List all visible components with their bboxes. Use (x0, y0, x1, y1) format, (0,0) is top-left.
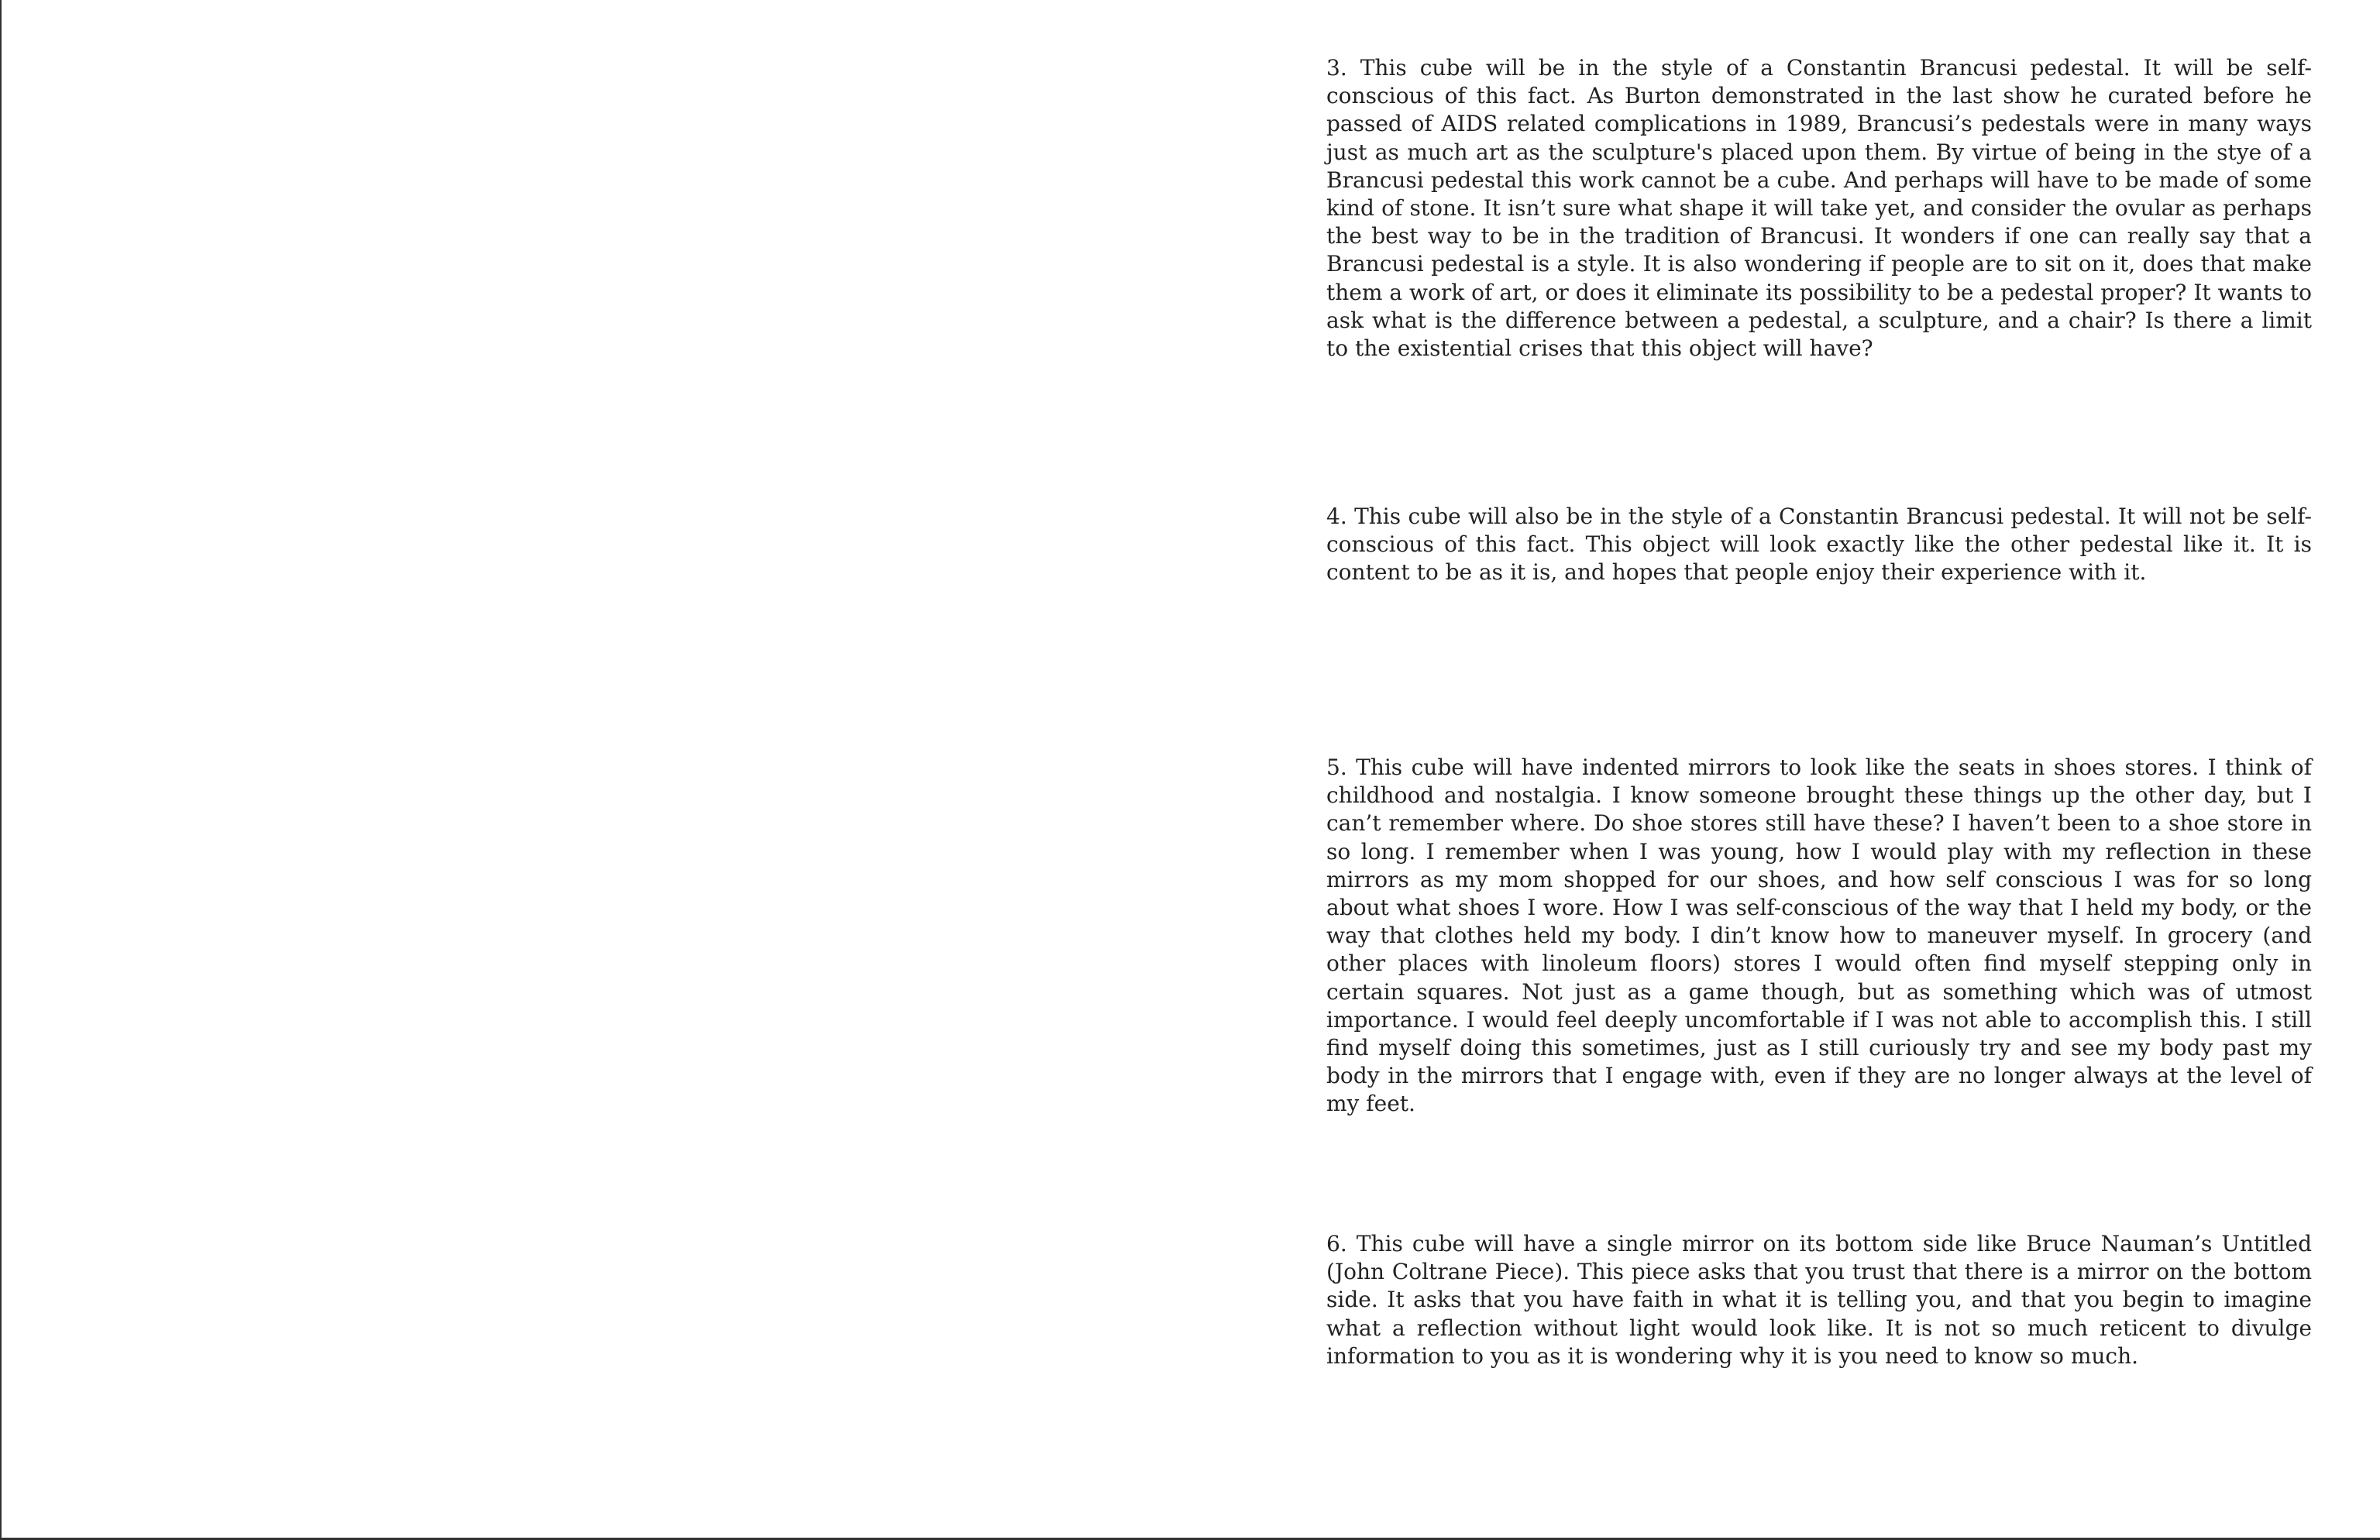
paragraph-6: 6. This cube will have a single mirror on its bottom side like Bruce Nauman’s Untitled (John Coltrane Piece). This piece asks that you trust that there is a mirror on the bottom side. It asks that you have faith in what it is telling you, and that you begin to imagine what a reflection without light would look like. It is not so much reticent to divulge information to you as it is wondering why it is you need to know so much. (1326, 1231, 2312, 1369)
paragraph-4: 4. This cube will also be in the style of a Constantin Brancusi pedestal. It will not be self-conscious of this fact. This object will look exactly like the other pedestal like it. It is content to be as it is, and hopes that people enjoy their experience with it. (1326, 504, 2312, 586)
left-page-blank (3, 0, 1192, 1538)
right-page (1192, 0, 2380, 1538)
paragraph-5: 5. This cube will have indented mirrors to look like the seats in shoes stores. I think of childhood and nostalgia. I know someone brought these things up the other day, but I can’t remember where. Do shoe stores still have these? I haven’t been to a shoe store in so long. I remember when I was young, how I would play with my reflection in these mirrors as my mom shopped for our shoes, and how self conscious I was for so long about what shoes I wore. How I was self-conscious of the way that I held my body, or the way that clothes held my body. I din’t know how to maneuver myself. In grocery (and other places with linoleum floors) stores I would often find myself stepping only in certain squares. Not just as a game though, but as something which was of utmost importance. I would feel deeply uncomfortable if I was not able to accomplish this. I still find myself doing this sometimes, just as I still curiously try and see my body past my body in the mirrors that I engage with, even if they are no longer always at the level of my feet. (1326, 755, 2312, 1117)
paragraph-3: 3. This cube will be in the style of a Constantin Brancusi pedestal. It will be self-conscious of this fact. As Burton demonstrated in the last show he curated before he passed of AIDS related complications in 1989, Brancusi’s pedestals were in many ways just as much art as the sculpture's placed upon them. By virtue of being in the stye of a Brancusi pedestal this work cannot be a cube. And perhaps will have to be made of some kind of stone. It isn’t sure what shape it will take yet, and consider the ovular as perhaps the best way to be in the tradition of Brancusi. It wonders if one can really say that a Brancusi pedestal is a style. It is also wondering if people are to sit on it, does that make them a work of art, or does it eliminate its possibility to be a pedestal proper? It wants to ask what is the difference between a pedestal, a sculpture, and a chair? Is there a limit to the existential crises that this object will have? (1326, 55, 2312, 362)
